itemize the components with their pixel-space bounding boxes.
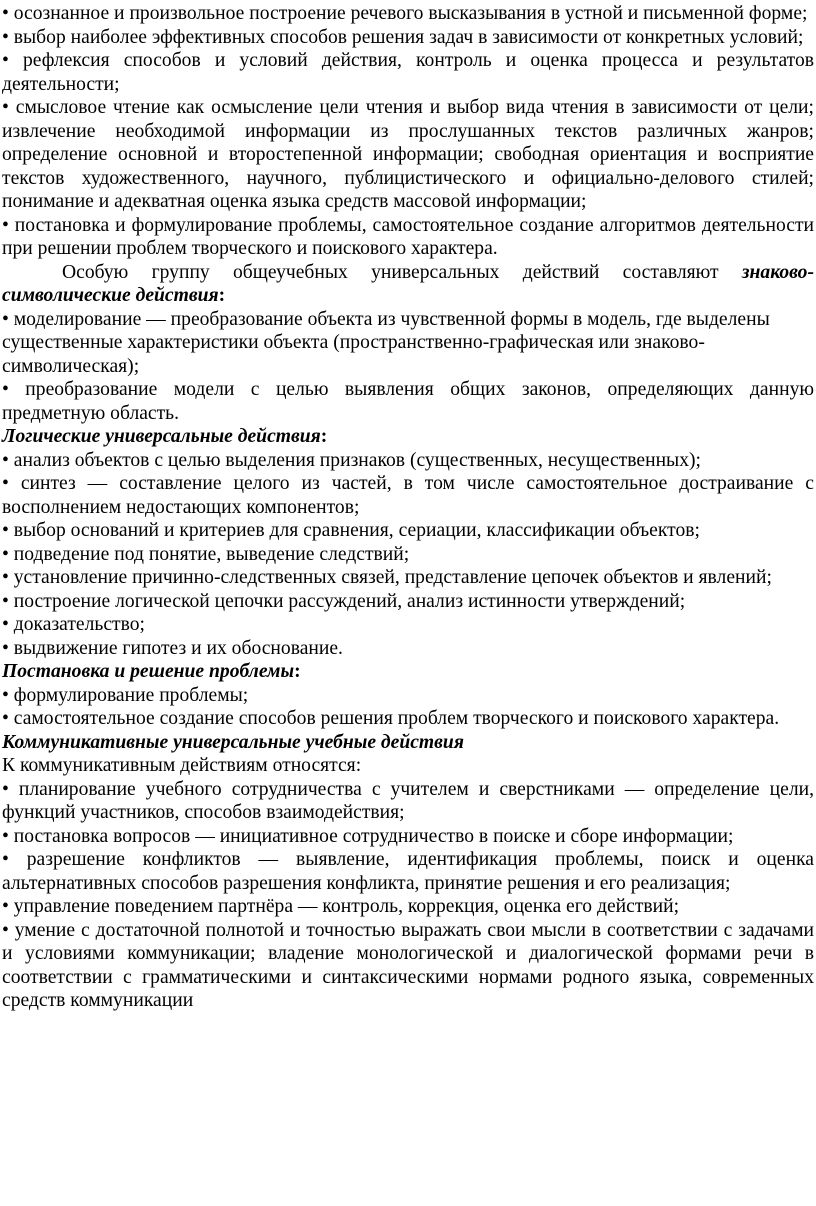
section-heading-logical xyxy=(2,425,814,449)
problem-colon: : xyxy=(294,661,301,682)
list-item: • выбор оснований и критериев для сравнения, сериации, классификации объектов; xyxy=(2,520,700,541)
paragraph-problem-statement: • постановка и формулирование проблемы, самостоятельное создание алгоритмов деятельности при решении проблем творческого и поискового характера. xyxy=(2,214,814,259)
list-item: • преобразование модели с целью выявления общих законов, определяющих данную предметную область. xyxy=(2,379,814,424)
paragraph-reflection: • рефлексия способов и условий действия, контроль и оценка процесса и результатов деятельности; xyxy=(2,50,814,95)
list-item: • установление причинно-следственных связей, представление цепочек объектов и явлений; xyxy=(2,567,772,588)
list-item: • постановка вопросов — инициативное сотрудничество в поиске и сборе информации; xyxy=(2,825,734,847)
list-item: • моделирование — преобразование объекта из чувственной формы в модель, где выделены существенные характеристики объекта (пространственно-графическая или знаково-символическая); xyxy=(2,308,770,377)
list-item: • доказательство; xyxy=(2,614,145,635)
list-item: • формулирование проблемы; xyxy=(2,684,249,706)
list-item: • разрешение конфликтов — выявление, идентификация проблемы, поиск и оценка альтернативных способов разрешения конфликта, принятие решения и его реализация; xyxy=(2,849,814,894)
list-item: • самостоятельное создание способов решения проблем творческого и поискового характера. xyxy=(2,708,780,729)
list-item: • подведение под понятие, выведение следствий; xyxy=(2,543,410,565)
paragraph-sign-group-intro xyxy=(2,261,814,308)
list-item: • построение логической цепочки рассуждений, анализ истинности утверждений; xyxy=(2,590,686,612)
sign-group-intro-text: Особую группу общеучебных универсальных действий составляют xyxy=(62,261,742,283)
section-heading-communicative xyxy=(2,731,814,755)
list-item: • синтез — составление целого из частей, в том числе самостоятельное достраивание с восполнением недостающих компонентов; xyxy=(2,473,814,518)
list-item: • умение с достаточной полнотой и точностью выражать свои мысли в соответствии с задачами и условиями коммуникации; владение монологической и диалогической формами речи в соответствии с грамматическими и синтаксическими нормами родного языка, современных средств коммуникации xyxy=(2,919,814,1011)
list-item: • управление поведением партнёра — контроль, коррекция, оценка его действий; xyxy=(2,896,680,917)
problem-heading: Постановка и решение проблемы xyxy=(2,661,295,682)
logical-heading: Логические универсальные действия xyxy=(2,426,321,447)
paragraph-speech: • осознанное и произвольное построение речевого высказывания в устной и письменной форме; xyxy=(2,3,808,24)
sign-group-colon: : xyxy=(218,285,226,306)
sign-group-term: знаково-символические действия xyxy=(2,261,814,306)
list-item: • планирование учебного сотрудничества с учителем и сверстниками — определение цели, функций участников, способов взаимодействия; xyxy=(2,778,814,823)
communicative-intro: К коммуникативным действиям относятся: xyxy=(2,755,362,776)
paragraph-tasks: • выбор наиболее эффективных способов решения задач в зависимости от конкретных условий; xyxy=(2,26,804,48)
communicative-heading: Коммуникативные универсальные учебные действия xyxy=(2,731,464,753)
logical-colon: : xyxy=(320,426,328,447)
list-item: • анализ объектов с целью выделения признаков (существенных, несущественных); xyxy=(2,449,701,471)
paragraph-reading: • смысловое чтение как осмысление цели чтения и выбор вида чтения в зависимости от цели; извлечение необходимой информации из прослушанных текстов различных жанров; определение основной и второстепенной информации; свободная ориентация и восприятие текстов художественного, научного, публицистического и официально-делового стилей; понимание и адекватная оценка языка средств массовой информации; xyxy=(2,97,814,212)
list-item: • выдвижение гипотез и их обоснование. xyxy=(2,637,343,659)
section-heading-problem xyxy=(2,660,814,684)
